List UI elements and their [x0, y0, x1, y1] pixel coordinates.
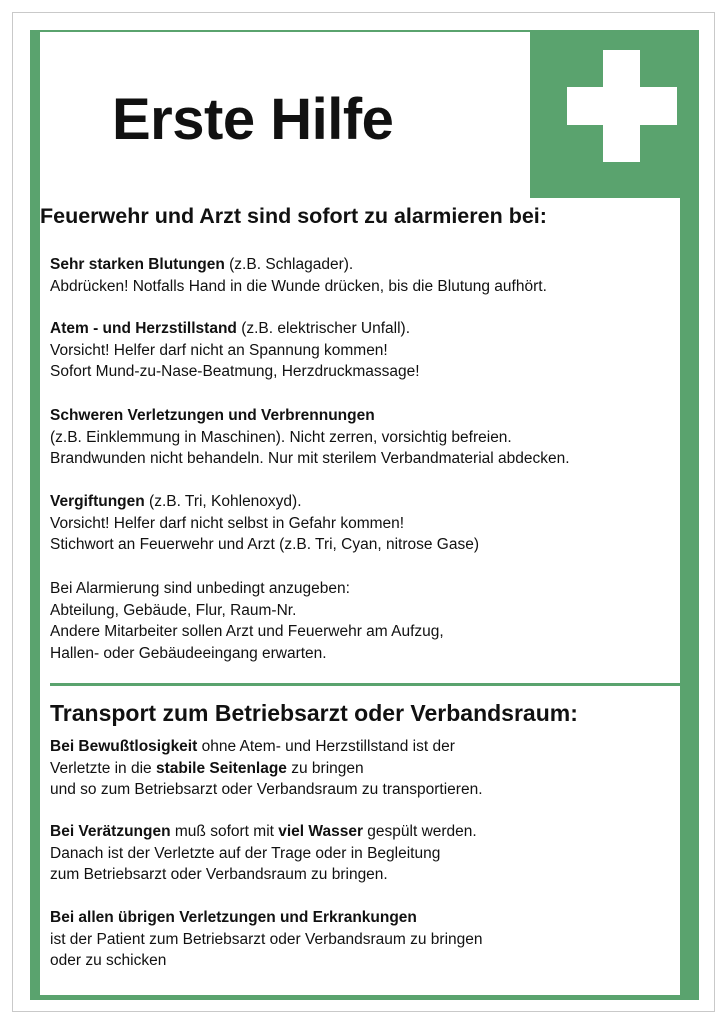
instruction-bleeding — [50, 254, 547, 297]
instruction-line — [50, 254, 547, 276]
page-title: Erste Hilfe — [112, 87, 394, 152]
alarm-info — [50, 578, 444, 664]
instruction-bold: Sehr starken Blutungen — [50, 256, 225, 273]
instruction-line: Sofort Mund-zu-Nase-Beatmung, Herzdruckmassage! — [50, 363, 420, 380]
transport-unconscious — [50, 736, 483, 801]
transport-text: gespült werden. — [362, 823, 477, 840]
alarm-line: Hallen- oder Gebäudeeingang erwarten. — [50, 644, 327, 662]
transport-bold: Bei Verätzungen — [50, 823, 171, 840]
transport-bold: Bei allen übrigen Verletzungen und Erkrankungen — [50, 909, 417, 926]
instruction-bold: Vergiftungen — [50, 493, 145, 510]
instruction-line: (z.B. Einklemmung in Maschinen). Nicht zerren, vorsichtig befreien. — [50, 428, 512, 446]
transport-line: ist der Patient zum Betriebsarzt oder Verbandsraum zu bringen — [50, 930, 483, 948]
alarm-line: Abteilung, Gebäude, Flur, Raum-Nr. — [50, 601, 297, 619]
instruction-line: Brandwunden nicht behandeln. Nur mit sterilem Verbandmaterial abdecken. — [50, 450, 570, 467]
transport-bold: Bei Bewußtlosigkeit — [50, 738, 198, 755]
first-aid-cross-icon — [530, 30, 699, 198]
alarm-line: Andere Mitarbeiter sollen Arzt und Feuerwehr am Aufzug, — [50, 623, 444, 640]
instruction-bold: Schweren Verletzungen und Verbrennungen — [50, 407, 375, 424]
transport-line — [50, 821, 477, 843]
transport-other-injuries — [50, 907, 483, 972]
transport-bold: viel Wasser — [278, 823, 363, 840]
transport-text: zu bringen — [286, 759, 364, 777]
instruction-line: Vorsicht! Helfer darf nicht an Spannung kommen! — [50, 341, 388, 359]
instruction-line — [50, 491, 479, 513]
transport-line — [50, 736, 483, 758]
instruction-line — [50, 405, 570, 427]
transport-line — [50, 907, 483, 929]
instruction-line: Stichwort an Feuerwehr und Arzt (z.B. Tri, Cyan, nitrose Gase) — [50, 536, 479, 553]
instruction-line: Abdrücken! Notfalls Hand in die Wunde drücken, bis die Blutung aufhört. — [50, 277, 547, 295]
instruction-injuries-burns — [50, 405, 570, 470]
transport-text: ohne Atem- und Herzstillstand ist der — [197, 738, 455, 755]
transport-line: Danach ist der Verletzte auf der Trage oder in Begleitung — [50, 844, 441, 862]
instruction-poisoning — [50, 491, 479, 556]
transport-text: muß sofort mit — [170, 823, 279, 840]
instruction-text: (z.B. elektrischer Unfall). — [236, 320, 411, 337]
instruction-bold: Atem - und Herzstillstand — [50, 320, 237, 337]
section2-heading: Transport zum Betriebsarzt oder Verbandsraum: — [50, 700, 578, 726]
transport-line — [50, 758, 483, 780]
instruction-cardiac-arrest — [50, 318, 420, 383]
transport-text: Verletzte in die — [50, 759, 156, 777]
instruction-text: (z.B. Schlagader). — [224, 256, 354, 273]
instruction-text: (z.B. Tri, Kohlenoxyd). — [144, 493, 302, 510]
section1-heading: Feuerwehr und Arzt sind sofort zu alarmieren bei: — [40, 204, 547, 228]
transport-bold: stabile Seitenlage — [155, 759, 287, 777]
transport-line: oder zu schicken — [50, 952, 167, 969]
transport-line: zum Betriebsarzt oder Verbandsraum zu bringen. — [50, 866, 388, 883]
transport-line: und so zum Betriebsarzt oder Verbandsraum zu transportieren. — [50, 781, 483, 798]
section-divider — [50, 683, 680, 686]
cross-horizontal-bar — [567, 87, 677, 125]
instruction-line — [50, 318, 420, 340]
alarm-line: Bei Alarmierung sind unbedingt anzugeben: — [50, 580, 350, 597]
transport-chemical-burns — [50, 821, 477, 886]
instruction-line: Vorsicht! Helfer darf nicht selbst in Gefahr kommen! — [50, 514, 405, 532]
